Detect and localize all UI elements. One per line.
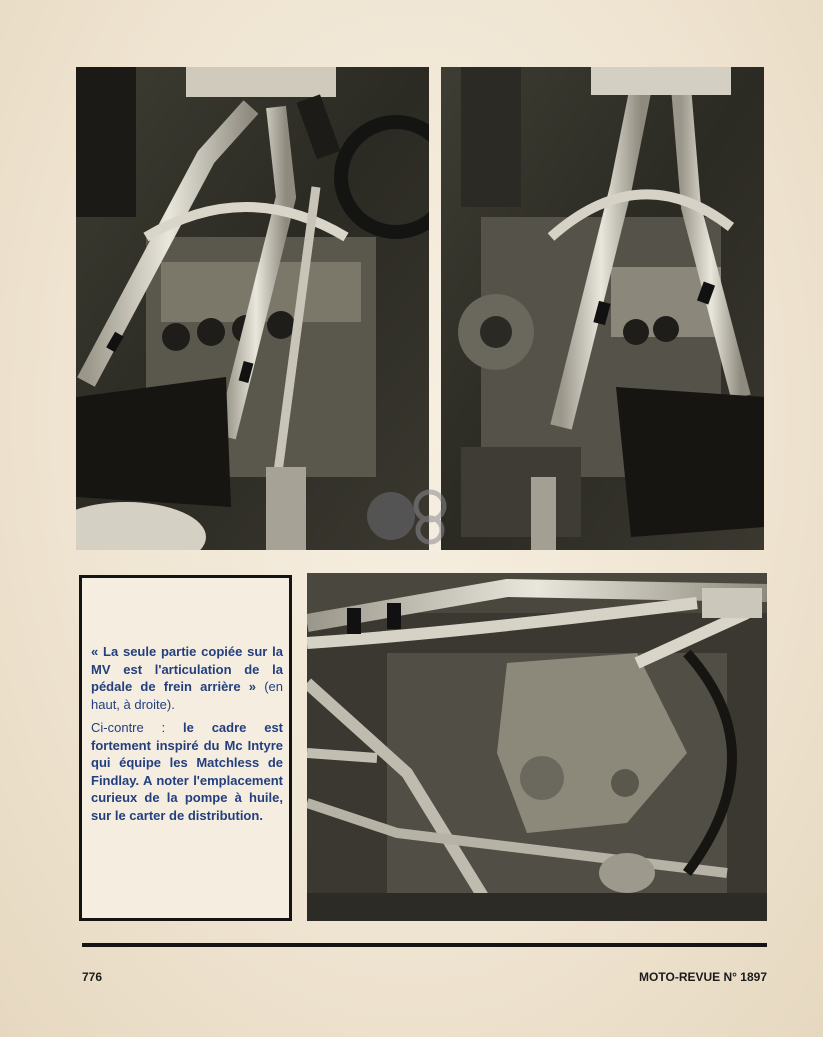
caption-lead: Ci-contre :: [91, 720, 184, 735]
caption-text: [91, 643, 283, 830]
caption-paragraph-1: [91, 643, 283, 713]
photo-frame-engine-top-left-image: [76, 67, 429, 550]
photo-frame-engine-top-right: [441, 67, 764, 550]
footer-rule: [82, 943, 767, 947]
caption-box: [79, 575, 292, 921]
watermark-logo: [366, 484, 460, 546]
caption-quote: « La seule partie copiée sur la MV est l'articulation de la pédale de frein arrière »: [91, 644, 283, 694]
photo-frame-engine-top-left: [76, 67, 429, 550]
photo-frame-engine-top-right-image: [441, 67, 764, 550]
magazine-issue: MOTO-REVUE N° 1897: [639, 970, 767, 984]
caption-description: le cadre est fortement inspiré du Mc Intyre qui équipe les Matchless de Findlay. A noter l'emplacement curieux de la pompe à huile, sur le carter de distribution.: [91, 720, 283, 823]
caption-location-note: (en haut, à droite).: [91, 679, 283, 712]
page-number: 776: [82, 970, 103, 984]
photo-engine-side-pump-image: [307, 573, 767, 921]
caption-paragraph-2: [91, 719, 283, 824]
photo-engine-side-pump: [307, 573, 767, 921]
